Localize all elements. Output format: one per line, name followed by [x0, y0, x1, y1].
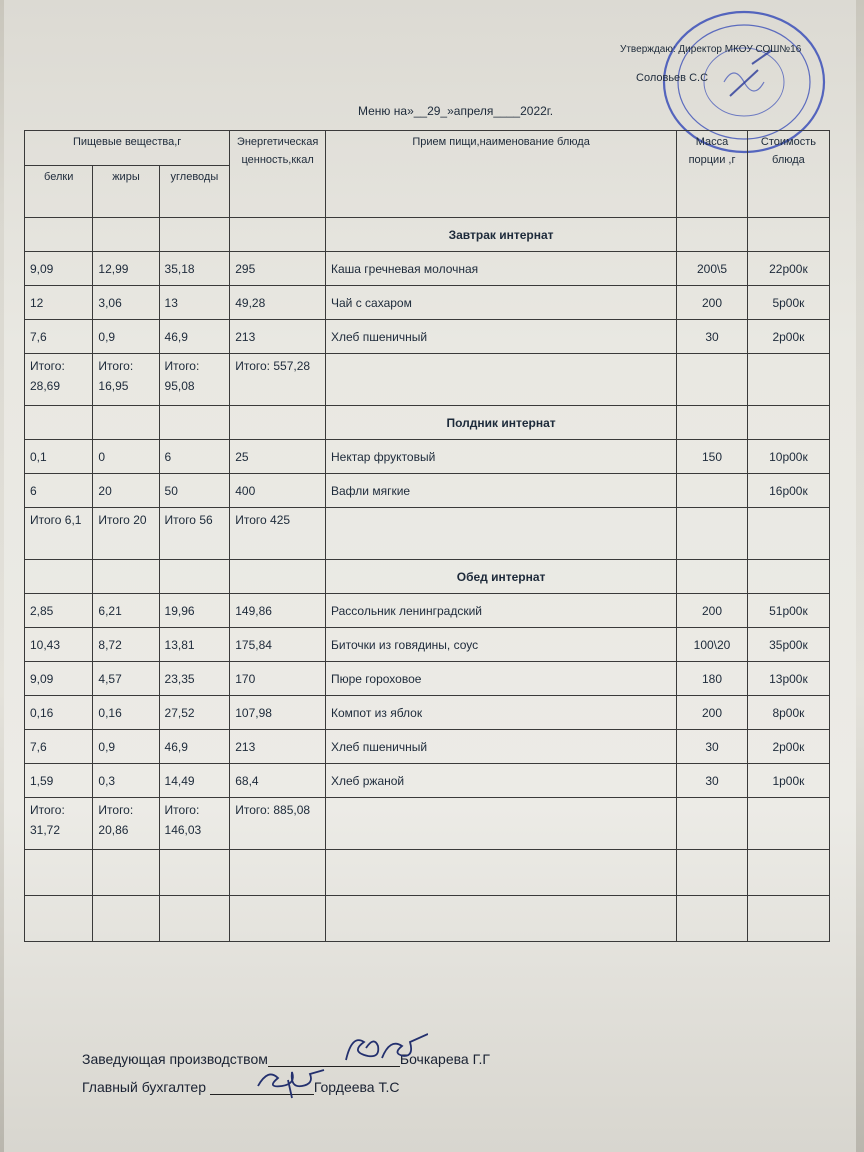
- table-row: [25, 252, 830, 286]
- total-cell: Итого: 885,08: [230, 798, 326, 850]
- dish-name-cell: Хлеб пшеничный: [326, 730, 677, 764]
- proteins-cell: 0,16: [25, 696, 93, 730]
- mass-header: Масса порции ,г: [677, 131, 748, 218]
- empty-cell: [25, 560, 93, 594]
- nutrients-header: Пищевые вещества,г: [25, 131, 230, 166]
- empty-cell: [677, 560, 748, 594]
- carbs-cell: 19,96: [159, 594, 230, 628]
- total-cell: Итого: 95,08: [159, 354, 230, 406]
- empty-cell: [159, 218, 230, 252]
- dish-name-cell: Нектар фруктовый: [326, 440, 677, 474]
- cost-cell: 22р00к: [747, 252, 829, 286]
- empty-cell: [747, 508, 829, 560]
- dish-name-cell: Пюре гороховое: [326, 662, 677, 696]
- empty-cell: [93, 218, 159, 252]
- fats-header: жиры: [93, 166, 159, 218]
- empty-cell: [230, 560, 326, 594]
- menu-title: Меню на»__29_»апреля____2022г.: [358, 104, 554, 118]
- director-name: Соловьев С.С: [636, 72, 709, 84]
- table-row: [25, 764, 830, 798]
- total-cell: Итого: 16,95: [93, 354, 159, 406]
- section-header-row: [25, 218, 830, 252]
- handwritten-signature-1: [338, 1030, 428, 1070]
- dish-name-cell: Чай с сахаром: [326, 286, 677, 320]
- fats-cell: 0,9: [93, 730, 159, 764]
- proteins-cell: 7,6: [25, 320, 93, 354]
- cost-header: Стоимость блюда: [747, 131, 829, 218]
- menu-table: [24, 130, 830, 942]
- empty-cell: [230, 406, 326, 440]
- mass-cell: 30: [677, 730, 748, 764]
- total-cell: Итого: 31,72: [25, 798, 93, 850]
- cost-cell: 13р00к: [747, 662, 829, 696]
- table-row: [25, 474, 830, 508]
- proteins-cell: 0,1: [25, 440, 93, 474]
- production-label: Заведующая производством: [82, 1051, 268, 1067]
- empty-cell: [677, 508, 748, 560]
- empty-cell: [326, 850, 677, 896]
- production-name: Бочкарева Г.Г: [399, 1051, 490, 1067]
- energy-cell: 213: [230, 730, 326, 764]
- table-row: [25, 662, 830, 696]
- carbs-cell: 35,18: [159, 252, 230, 286]
- carbs-cell: 13,81: [159, 628, 230, 662]
- dish-name-cell: Рассольник ленинградский: [326, 594, 677, 628]
- proteins-cell: 12: [25, 286, 93, 320]
- totals-row: [25, 354, 830, 406]
- proteins-cell: 9,09: [25, 252, 93, 286]
- proteins-header: белки: [25, 166, 93, 218]
- empty-cell: [677, 354, 748, 406]
- empty-cell: [25, 218, 93, 252]
- energy-cell: 49,28: [230, 286, 326, 320]
- empty-cell: [93, 560, 159, 594]
- empty-cell: [159, 850, 230, 896]
- signature-line-accountant: [82, 1078, 399, 1095]
- empty-cell: [747, 406, 829, 440]
- total-cell: Итого 6,1: [25, 508, 93, 560]
- dish-name-cell: Вафли мягкие: [326, 474, 677, 508]
- dish-name-cell: Каша гречневая молочная: [326, 252, 677, 286]
- table-row: [25, 320, 830, 354]
- section-header-row: [25, 560, 830, 594]
- section-title: Обед интернат: [326, 560, 677, 594]
- handwritten-signature-2: [248, 1062, 328, 1100]
- empty-cell: [159, 896, 230, 942]
- cost-cell: 1р00к: [747, 764, 829, 798]
- empty-cell: [93, 406, 159, 440]
- energy-cell: 295: [230, 252, 326, 286]
- approval-line: Утверждаю: Директор МКОУ СОШ№16: [620, 44, 802, 55]
- dish-name-cell: Хлеб ржаной: [326, 764, 677, 798]
- section-title: Завтрак интернат: [326, 218, 677, 252]
- table-row: [25, 440, 830, 474]
- fats-cell: 20: [93, 474, 159, 508]
- mass-cell: 200\5: [677, 252, 748, 286]
- fats-cell: 0,16: [93, 696, 159, 730]
- proteins-cell: 2,85: [25, 594, 93, 628]
- table-row: [25, 594, 830, 628]
- proteins-cell: 10,43: [25, 628, 93, 662]
- empty-cell: [677, 406, 748, 440]
- empty-cell: [747, 560, 829, 594]
- table-row: [25, 730, 830, 764]
- empty-cell: [93, 850, 159, 896]
- section-title: Полдник интернат: [326, 406, 677, 440]
- meal-header: Прием пищи,наименование блюда: [326, 131, 677, 218]
- empty-row: [25, 850, 830, 896]
- fats-cell: 12,99: [93, 252, 159, 286]
- empty-cell: [747, 798, 829, 850]
- dish-name-cell: Хлеб пшеничный: [326, 320, 677, 354]
- empty-cell: [326, 354, 677, 406]
- total-cell: Итого 20: [93, 508, 159, 560]
- mass-cell: 180: [677, 662, 748, 696]
- carbs-cell: 46,9: [159, 730, 230, 764]
- mass-cell: 30: [677, 764, 748, 798]
- empty-cell: [230, 896, 326, 942]
- mass-cell: 100\20: [677, 628, 748, 662]
- empty-cell: [230, 218, 326, 252]
- proteins-cell: 7,6: [25, 730, 93, 764]
- mass-cell: 30: [677, 320, 748, 354]
- cost-cell: 51р00к: [747, 594, 829, 628]
- total-cell: Итого 425: [230, 508, 326, 560]
- accountant-label: Главный бухгалтер: [82, 1079, 206, 1095]
- fats-cell: 0,3: [93, 764, 159, 798]
- mass-cell: 200: [677, 286, 748, 320]
- carbs-cell: 46,9: [159, 320, 230, 354]
- proteins-cell: 1,59: [25, 764, 93, 798]
- cost-cell: 5р00к: [747, 286, 829, 320]
- energy-cell: 170: [230, 662, 326, 696]
- energy-cell: 25: [230, 440, 326, 474]
- empty-cell: [159, 406, 230, 440]
- totals-row: [25, 798, 830, 850]
- energy-cell: 149,86: [230, 594, 326, 628]
- empty-cell: [25, 850, 93, 896]
- fats-cell: 4,57: [93, 662, 159, 696]
- mass-cell: 150: [677, 440, 748, 474]
- empty-cell: [677, 218, 748, 252]
- empty-cell: [677, 896, 748, 942]
- energy-cell: 213: [230, 320, 326, 354]
- proteins-cell: 6: [25, 474, 93, 508]
- total-cell: Итого: 557,28: [230, 354, 326, 406]
- cost-cell: 10р00к: [747, 440, 829, 474]
- empty-cell: [159, 560, 230, 594]
- empty-cell: [25, 406, 93, 440]
- carbs-header: углеводы: [159, 166, 230, 218]
- menu-body: [25, 218, 830, 942]
- cost-cell: 8р00к: [747, 696, 829, 730]
- accountant-name: Гордеева Т.С: [313, 1079, 400, 1095]
- cost-cell: 35р00к: [747, 628, 829, 662]
- mass-cell: [677, 474, 748, 508]
- empty-cell: [326, 508, 677, 560]
- cost-cell: 2р00к: [747, 320, 829, 354]
- fats-cell: 8,72: [93, 628, 159, 662]
- dish-name-cell: Биточки из говядины, соус: [326, 628, 677, 662]
- empty-cell: [230, 850, 326, 896]
- carbs-cell: 27,52: [159, 696, 230, 730]
- carbs-cell: 50: [159, 474, 230, 508]
- mass-cell: 200: [677, 594, 748, 628]
- total-cell: Итого: 28,69: [25, 354, 93, 406]
- cost-cell: 2р00к: [747, 730, 829, 764]
- carbs-cell: 23,35: [159, 662, 230, 696]
- empty-row: [25, 896, 830, 942]
- mass-cell: 200: [677, 696, 748, 730]
- empty-cell: [677, 850, 748, 896]
- energy-header: Энергетическая ценность,ккал: [230, 131, 326, 218]
- cost-cell: 16р00к: [747, 474, 829, 508]
- energy-cell: 175,84: [230, 628, 326, 662]
- total-cell: Итого 56: [159, 508, 230, 560]
- energy-cell: 400: [230, 474, 326, 508]
- section-header-row: [25, 406, 830, 440]
- energy-cell: 107,98: [230, 696, 326, 730]
- empty-cell: [677, 798, 748, 850]
- fats-cell: 3,06: [93, 286, 159, 320]
- carbs-cell: 6: [159, 440, 230, 474]
- empty-cell: [747, 218, 829, 252]
- empty-cell: [25, 896, 93, 942]
- empty-cell: [93, 896, 159, 942]
- table-row: [25, 696, 830, 730]
- empty-cell: [326, 896, 677, 942]
- carbs-cell: 13: [159, 286, 230, 320]
- empty-cell: [326, 798, 677, 850]
- fats-cell: 0: [93, 440, 159, 474]
- total-cell: Итого: 20,86: [93, 798, 159, 850]
- table-row: [25, 286, 830, 320]
- total-cell: Итого: 146,03: [159, 798, 230, 850]
- dish-name-cell: Компот из яблок: [326, 696, 677, 730]
- empty-cell: [747, 896, 829, 942]
- energy-cell: 68,4: [230, 764, 326, 798]
- fats-cell: 6,21: [93, 594, 159, 628]
- carbs-cell: 14,49: [159, 764, 230, 798]
- empty-cell: [747, 354, 829, 406]
- proteins-cell: 9,09: [25, 662, 93, 696]
- totals-row: [25, 508, 830, 560]
- empty-cell: [747, 850, 829, 896]
- table-row: [25, 628, 830, 662]
- fats-cell: 0,9: [93, 320, 159, 354]
